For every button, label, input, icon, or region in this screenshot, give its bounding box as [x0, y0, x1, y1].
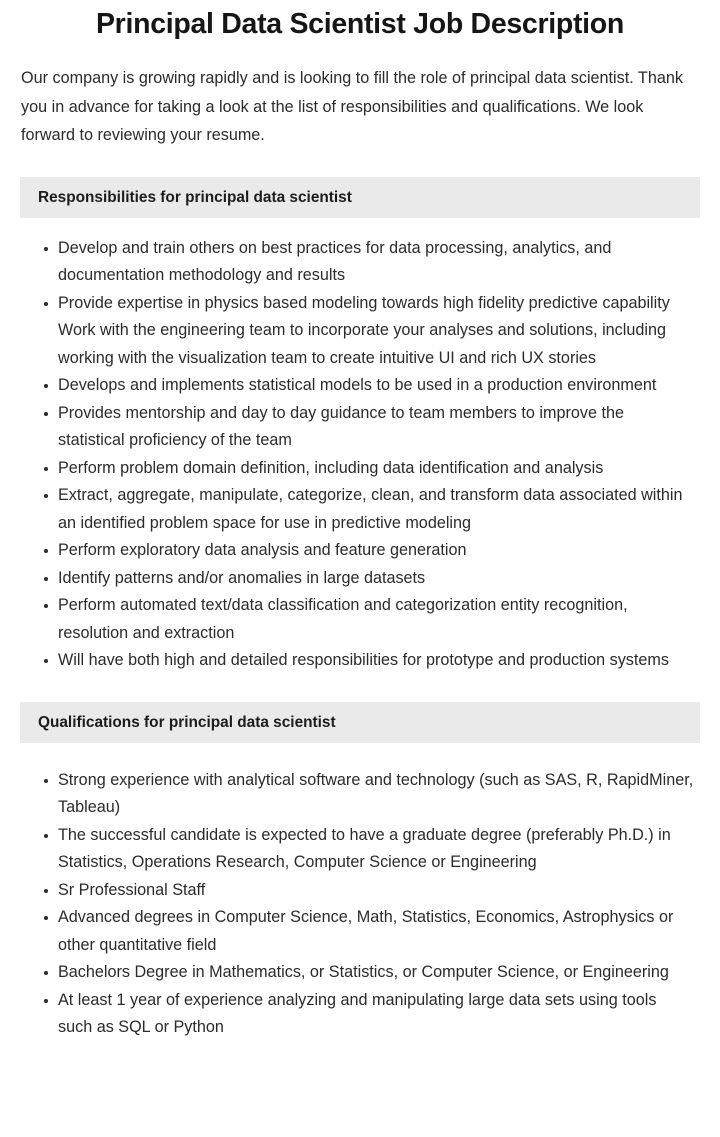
section-body-responsibilities	[0, 235, 720, 675]
list-item: Provide expertise in physics based modeling towards high fidelity predictive capability Work with the engineering team to incorporate your analyses and solutions, including working with the visualization team to create intuitive UI and rich UX stories	[0, 290, 694, 373]
section-body-qualifications	[0, 767, 720, 1042]
list-item: Sr Professional Staff	[0, 877, 694, 905]
section-heading-label: Responsibilities for principal data scientist	[38, 188, 352, 206]
list-item: Perform problem domain definition, including data identification and analysis	[0, 455, 694, 483]
list-item: At least 1 year of experience analyzing and manipulating large data sets using tools such as SQL or Python	[0, 987, 694, 1042]
list-item: Extract, aggregate, manipulate, categorize, clean, and transform data associated within an identified problem space for use in predictive modeling	[0, 482, 694, 537]
list-item: Advanced degrees in Computer Science, Math, Statistics, Economics, Astrophysics or other quantitative field	[0, 904, 694, 959]
list-item: Provides mentorship and day to day guidance to team members to improve the statistical proficiency of the team	[0, 400, 694, 455]
list-item: Develops and implements statistical models to be used in a production environment	[0, 372, 694, 400]
qualifications-list	[0, 767, 720, 1042]
list-item: Strong experience with analytical software and technology (such as SAS, R, RapidMiner, Tableau)	[0, 767, 694, 822]
section-header-qualifications	[20, 702, 700, 743]
list-item: The successful candidate is expected to have a graduate degree (preferably Ph.D.) in Statistics, Operations Research, Computer Science or Engineering	[0, 822, 694, 877]
list-item: Will have both high and detailed responsibilities for prototype and production systems	[0, 647, 694, 675]
list-item: Perform automated text/data classification and categorization entity recognition, resolution and extraction	[0, 592, 694, 647]
list-item: Develop and train others on best practices for data processing, analytics, and documentation methodology and results	[0, 235, 694, 290]
list-item: Perform exploratory data analysis and feature generation	[0, 537, 694, 565]
list-item: Bachelors Degree in Mathematics, or Statistics, or Computer Science, or Engineering	[0, 959, 694, 987]
section-heading-label: Qualifications for principal data scientist	[38, 713, 336, 731]
section-qualifications	[0, 702, 720, 1042]
page-bottom-spacer	[0, 1042, 720, 1070]
section-header-responsibilities	[20, 177, 700, 218]
list-item: Identify patterns and/or anomalies in large datasets	[0, 565, 694, 593]
intro-paragraph: Our company is growing rapidly and is looking to fill the role of principal data scientist. Thank you in advance for taking a look at the list of responsibilities and qualifications. We look forward to reviewing your resume.	[21, 69, 683, 144]
responsibilities-list	[0, 235, 720, 675]
section-responsibilities	[0, 177, 720, 675]
page-title: Principal Data Scientist Job Description	[95, 8, 625, 40]
